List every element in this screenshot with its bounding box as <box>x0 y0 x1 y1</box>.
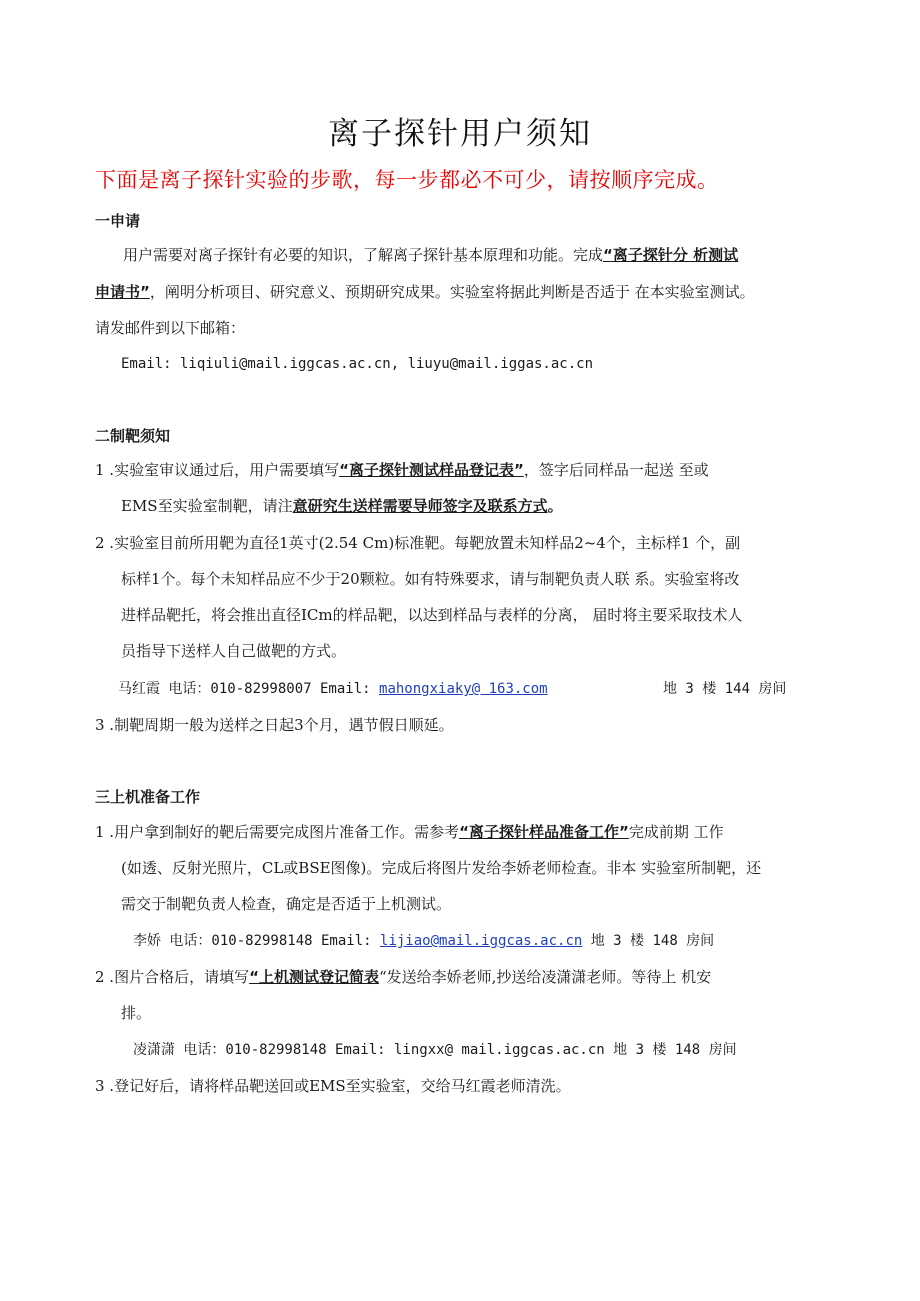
text: 。 <box>547 497 563 515</box>
text: 1 .用户拿到制好的靶后需要完成图片准备工作。需参考 <box>95 823 460 841</box>
text: ，签字后同样品一起送 至或 <box>523 461 709 479</box>
list-item-continuation: 需交于制靶负责人检查，确定是否适于上机测试。 <box>121 895 452 913</box>
paragraph-line: 请发邮件到以下邮箱： <box>95 319 246 337</box>
text: 2 .图片合格后，请填写 <box>95 968 250 986</box>
form-name-sample-registration: “离子探针测试样品登记表” <box>339 461 524 479</box>
list-item-continuation: 员指导下送样人自己做靶的方式。 <box>121 642 347 660</box>
room-text: 地 3 楼 144 房间 <box>663 681 787 697</box>
contact-line: 凌潇潇 电话：010-82998148 Email: lingxx@ mail.iggcas.ac.cn 地 3 楼 148 房间 <box>133 1042 737 1058</box>
section-heading-preparation: 三上机准备工作 <box>95 788 201 806</box>
room-text: 地 3 楼 148 房间 <box>582 933 715 949</box>
list-item <box>95 822 724 842</box>
contact-line <box>118 679 548 699</box>
email-link[interactable]: lijiao@mail.iggcas.ac.cn <box>380 933 583 949</box>
note-supervisor-signature: 意研究生送样需要导师签字及联系方式 <box>292 497 548 515</box>
list-item-continuation <box>121 496 563 516</box>
paragraph-line <box>95 282 755 302</box>
email-link[interactable]: mahongxiaky@ 163.com <box>379 681 548 697</box>
text: 用户需要对离子探针有必要的知识，了解离子探针基本原理和功能。完成 <box>123 246 604 264</box>
text: 完成前期 工作 <box>628 823 724 841</box>
section-heading-apply: 一申请 <box>95 212 141 230</box>
section-heading-target: 二制靶须知 <box>95 427 171 445</box>
page-subtitle: 下面是离子探针实验的步歌，每一步都必不可少，请按顺序完成。 <box>95 168 719 192</box>
email-line: Email: liqiuli@mail.iggcas.ac.cn, liuyu@mail.iggas.ac.cn <box>121 356 594 372</box>
list-item-continuation: 排。 <box>121 1004 152 1022</box>
list-item <box>95 460 709 480</box>
form-name-application-end: 申请书” <box>95 283 150 301</box>
text: “发送给李娇老师,抄送给凌潇潇老师。等待上 机安 <box>378 968 712 986</box>
list-item: 3 .登记好后，请将样品靶送回或EMS至实验室，交给马红霞老师清洗。 <box>95 1077 571 1095</box>
list-item <box>95 967 711 987</box>
form-name-application: “离子探针分 析测试 <box>603 246 739 264</box>
text: 马红霞 电话：010-82998007 Email: <box>118 681 380 697</box>
text: 1 .实验室审议通过后，用户需要填写 <box>95 461 340 479</box>
list-item-continuation: 标样1个。每个未知样品应不少于20颗粒。如有特殊要求，请与制靶负责人联 系。实验室将改 <box>121 570 740 588</box>
contact-line <box>133 931 714 951</box>
list-item: 3 .制靶周期一般为送样之日起3个月，遇节假日顺延。 <box>95 716 454 734</box>
text: 李娇 电话：010-82998148 Email: <box>133 933 381 949</box>
list-item-continuation: (如透、反射光照片，CL或BSE图像)。完成后将图片发给李娇老师检查。非本 实验室所制靶，还 <box>121 859 762 877</box>
list-item-continuation: 进样品靶托，将会推出直径ICm的样品靶，以达到样品与表样的分离， 届时将主要采取技术人 <box>121 606 743 624</box>
text: EMS至实验室制靶，请注 <box>121 497 293 515</box>
list-item: 2 .实验室目前所用靶为直径1英寸(2.54 Cm)标准靶。每靶放置未知样品2~4个，主标样1 个，副 <box>95 534 741 552</box>
form-name-registration-brief: “上机测试登记简表 <box>249 968 379 986</box>
page-title: 离子探针用户须知 <box>328 116 592 152</box>
form-name-sample-preparation: “离子探针样品准备工作” <box>459 823 629 841</box>
text: ，阐明分析项目、研究意义、预期研究成果。实验室将据此判断是否适于 在本实验室测试。 <box>149 283 755 301</box>
paragraph-line <box>123 245 738 265</box>
